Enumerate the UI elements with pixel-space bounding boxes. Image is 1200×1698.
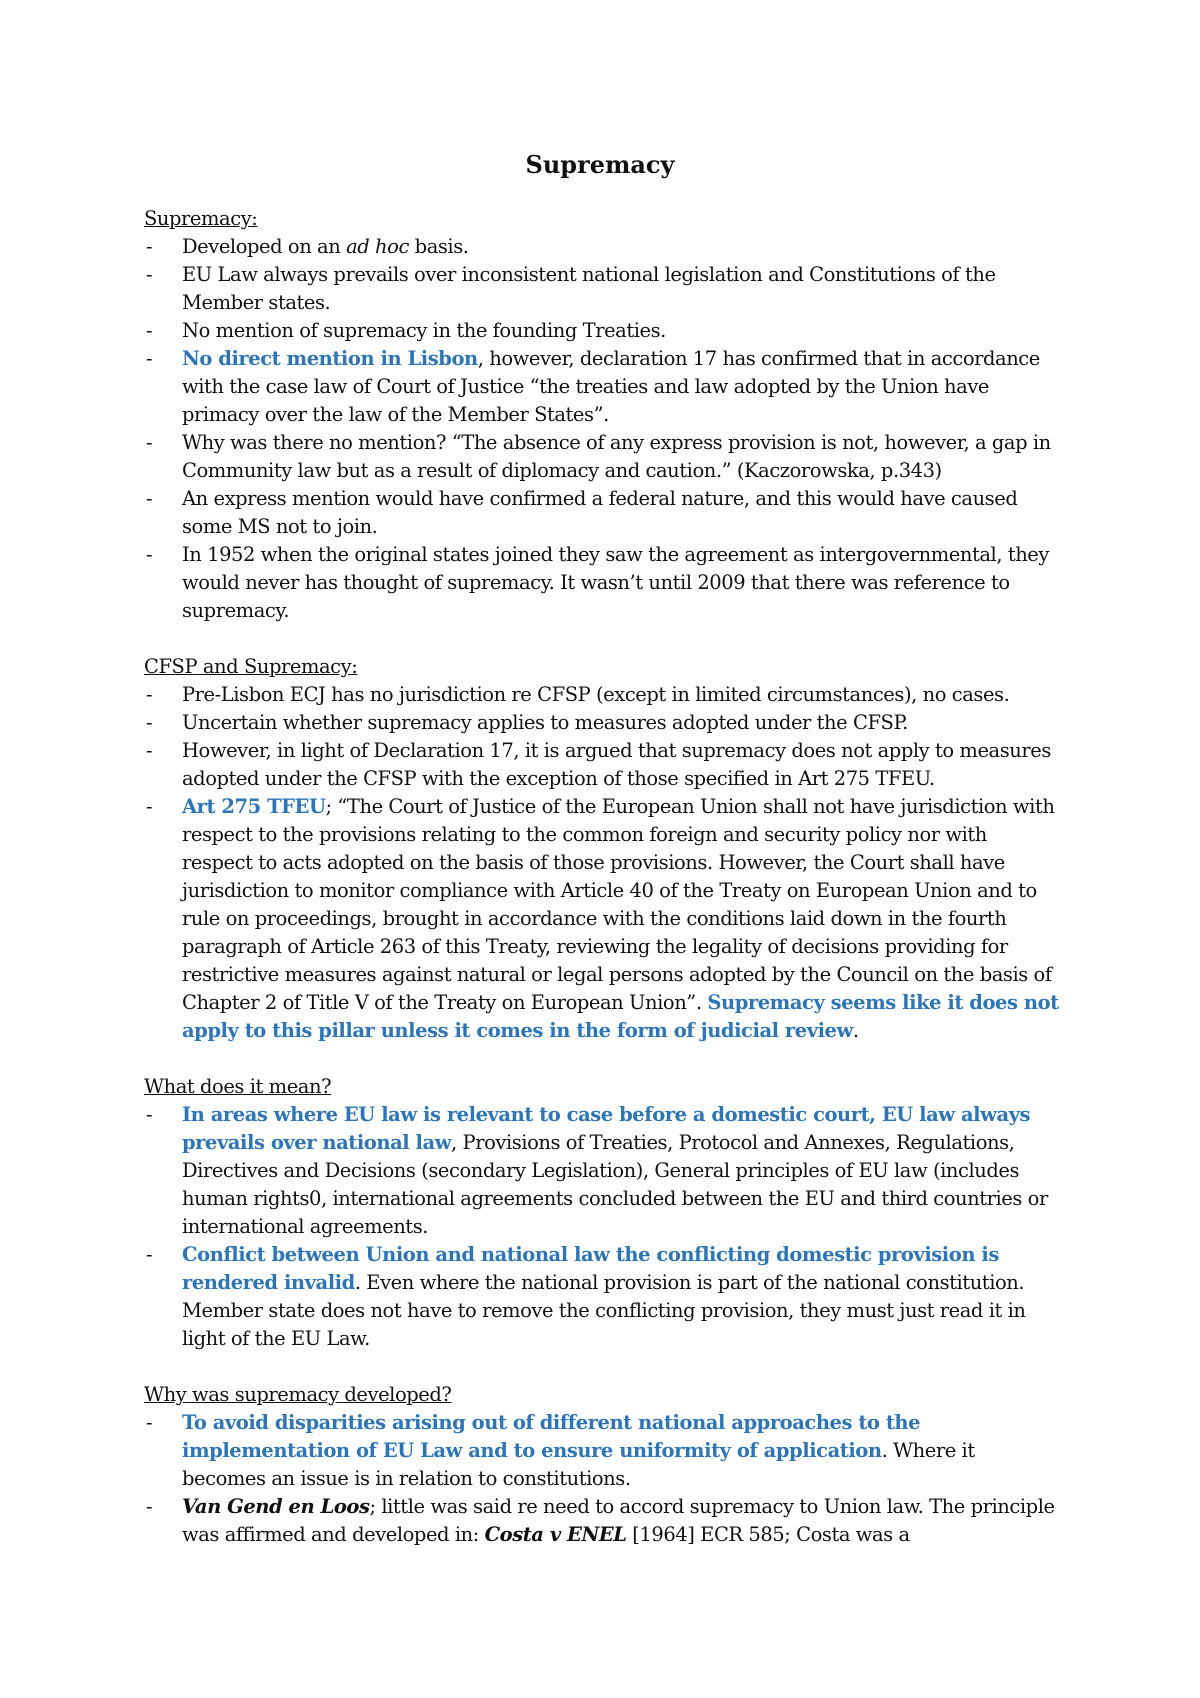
page-title: Supremacy [525, 150, 675, 179]
heading-suffix: : [351, 655, 358, 678]
item-text: , however, declaration 17 has confirmed that in accordance with the case law of Court of Justice “the treaties and law adopted by the Union have primacy over the law of the Member States”. [182, 347, 1040, 426]
list-item [144, 485, 1059, 541]
list-item [144, 233, 1059, 261]
section-heading [144, 653, 1059, 681]
item-text-end: . [852, 1019, 859, 1042]
item-text: No mention of supremacy in the founding Treaties. [182, 319, 666, 342]
document-body [144, 205, 1059, 1577]
item-text: Why was there no mention? “The absence of any express provision is not, however, a gap in Community law but as a result of diplomacy and caution.” (Kaczorowska, p.343) [182, 431, 1051, 482]
item-text: Uncertain whether supremacy applies to measures adopted under the CFSP. [182, 711, 908, 734]
heading-text: What does it mean? [144, 1075, 332, 1098]
heading-text: Why was supremacy developed? [144, 1383, 452, 1406]
section-heading [144, 1381, 1059, 1409]
item-highlight: Supremacy seems like it does not apply to this pillar unless it comes in the form of judicial review [182, 991, 1059, 1042]
list-item [144, 317, 1059, 345]
bullet-list [144, 681, 1059, 1045]
item-text: An express mention would have confirmed a federal nature, and this would have caused some MS not to join. [182, 487, 1018, 538]
item-text: ; little was said re need to accord supremacy to Union law. The principle was affirmed and developed in: [182, 1495, 1055, 1546]
list-item [144, 793, 1059, 1045]
section-heading [144, 1073, 1059, 1101]
bullet-list [144, 1101, 1059, 1353]
heading-suffix: : [251, 207, 258, 230]
item-text: ; “The Court of Justice of the European Union shall not have jurisdiction with respect to the provisions relating to the common foreign and security policy nor with respect to acts adopted on the basis of those provisions. However, the Court shall have jurisdiction to monitor compliance with Article 40 of the Treaty on European Union and to rule on proceedings, brought in accordance with the conditions laid down in the fourth paragraph of Article 263 of this Treaty, reviewing the legality of decisions providing for restrictive measures against natural or legal persons adopted by the Council on the basis of Chapter 2 of Title V of the Treaty on European Union”. [182, 795, 1055, 1014]
list-item [144, 1409, 1059, 1493]
list-item [144, 1493, 1059, 1549]
list-item [144, 1101, 1059, 1241]
heading-text: CFSP and Supremacy [144, 655, 352, 678]
list-item [144, 681, 1059, 709]
item-text: EU Law always prevails over inconsistent national legislation and Constitutions of the Member states. [182, 263, 996, 314]
heading-text: Supremacy [144, 207, 252, 230]
item-highlight: Art 275 TFEU [182, 795, 326, 818]
item-highlight: In areas where EU law is relevant to case before a domestic court, EU law always prevails over national law [182, 1103, 1031, 1154]
bullet-list [144, 233, 1059, 625]
case-name: Costa v ENEL [484, 1523, 627, 1546]
item-text: In 1952 when the original states joined they saw the agreement as intergovernmental, they would never has thought of supremacy. It wasn’t until 2009 that there was reference to supremacy. [182, 543, 1049, 622]
list-item [144, 345, 1059, 429]
bullet-list [144, 1409, 1059, 1549]
item-italic: ad hoc [346, 235, 409, 258]
item-text-end: [1964] ECR 585; Costa was a [626, 1523, 910, 1546]
item-highlight: To avoid disparities arising out of different national approaches to the implementation of EU Law and to ensure uniformity of application [182, 1411, 921, 1462]
section-cfsp [144, 653, 1059, 1045]
section-why-developed [144, 1381, 1059, 1549]
item-text: Developed on an [182, 235, 347, 258]
item-text: , Provisions of Treaties, Protocol and Annexes, Regulations, Directives and Decisions (secondary Legislation), General principles of EU law (includes human rights0, international agreements concluded between the EU and third countries or international agreements. [182, 1131, 1048, 1238]
case-name: Van Gend en Loos [182, 1495, 370, 1518]
item-text: . Where it becomes an issue is in relation to constitutions. [182, 1439, 975, 1490]
item-highlight: Conflict between Union and national law the conflicting domestic provision is rendered invalid [182, 1243, 999, 1294]
item-text: Pre-Lisbon ECJ has no jurisdiction re CFSP (except in limited circumstances), no cases. [182, 683, 1010, 706]
section-meaning [144, 1073, 1059, 1353]
list-item [144, 709, 1059, 737]
item-text: However, in light of Declaration 17, it is argued that supremacy does not apply to measures adopted under the CFSP with the exception of those specified in Art 275 TFEU. [182, 739, 1051, 790]
list-item [144, 1241, 1059, 1353]
list-item [144, 541, 1059, 625]
section-heading [144, 205, 1059, 233]
list-item [144, 737, 1059, 793]
item-text-end: basis. [408, 235, 469, 258]
section-supremacy [144, 205, 1059, 625]
item-text: . Even where the national provision is part of the national constitution. Member state does not have to remove the conflicting provision, they must just read it in light of the EU Law. [182, 1271, 1026, 1350]
item-highlight: No direct mention in Lisbon [182, 347, 478, 370]
list-item [144, 429, 1059, 485]
list-item [144, 261, 1059, 317]
